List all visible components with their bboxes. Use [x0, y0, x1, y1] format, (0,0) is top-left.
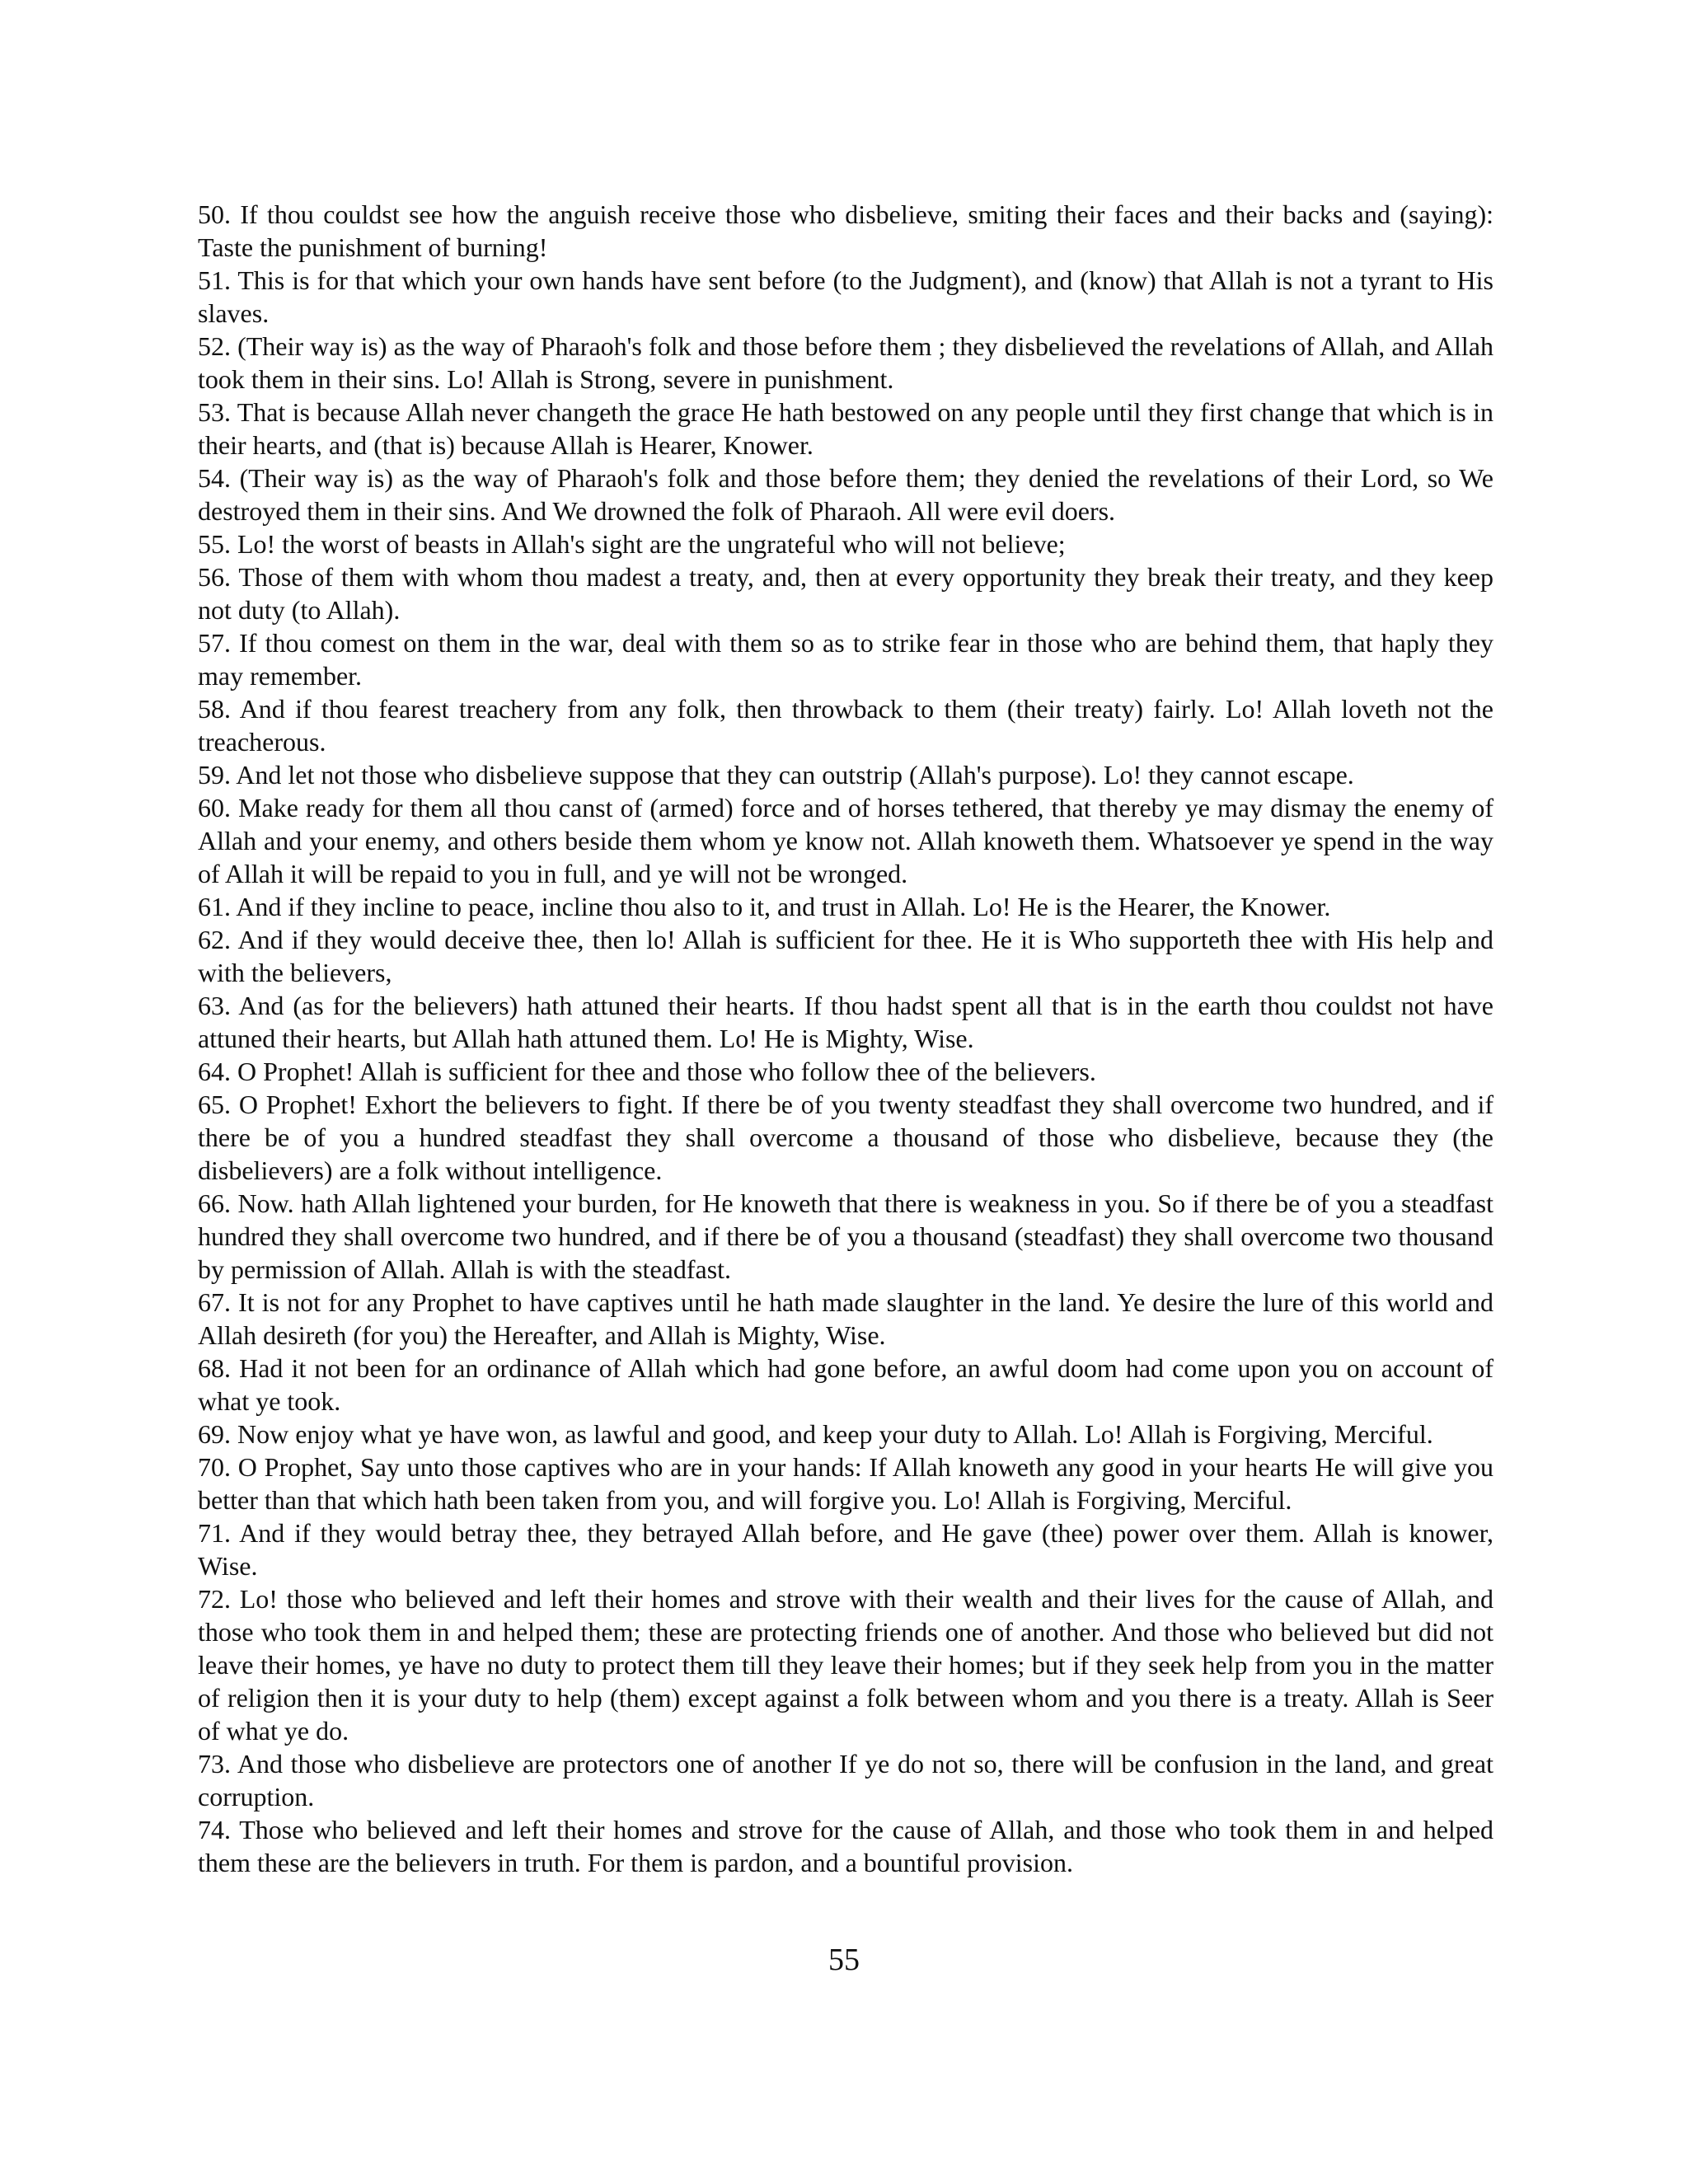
verse-57: 57. If thou comest on them in the war, deal with them so as to strike fear in those who are behind them, that haply they may remember. [198, 628, 1493, 691]
verse-65: 65. O Prophet! Exhort the believers to fight. If there be of you twenty steadfast they shall overcome two hundred, and if there be of you a hundred steadfast they shall overcome a thousand of those who disbelieve, because they (the disbelievers) are a folk without intelligence. [198, 1090, 1493, 1185]
verse-74: 74. Those who believed and left their homes and strove for the cause of Allah, and those who took them in and helped them these are the believers in truth. For them is pardon, and a bountiful provision. [198, 1815, 1493, 1877]
verse-70: 70. O Prophet, Say unto those captives who are in your hands: If Allah knoweth any good in your hearts He will give you better than that which hath been taken from you, and will forgive you. Lo! Allah is Forgiving, Merciful. [198, 1452, 1493, 1515]
verse-72: 72. Lo! those who believed and left their homes and strove with their wealth and their lives for the cause of Allah, and those who took them in and helped them; these are protecting friends one of another. And those who believed but did not leave their homes, ye have no duty to protect them till they leave their homes; but if they seek help from you in the matter of religion then it is your duty to help (them) except against a folk between whom and you there is a treaty. Allah is Seer of what ye do. [198, 1584, 1493, 1746]
verse-60: 60. Make ready for them all thou canst of (armed) force and of horses tethered, that thereby ye may dismay the enemy of Allah and your enemy, and others beside them whom ye know not. Allah knoweth them. Whatsoever ye spend in the way of Allah it will be repaid to you in full, and ye will not be wronged. [198, 793, 1493, 888]
verse-51: 51. This is for that which your own hands have sent before (to the Judgment), and (know) that Allah is not a tyrant to His slaves. [198, 265, 1493, 328]
verse-55: 55. Lo! the worst of beasts in Allah's sight are the ungrateful who will not believe; [198, 529, 1066, 559]
verse-54: 54. (Their way is) as the way of Pharaoh's folk and those before them; they denied the revelations of their Lord, so We destroyed them in their sins. And We drowned the folk of Pharaoh. All were evil doers. [198, 463, 1493, 526]
verse-63: 63. And (as for the believers) hath attuned their hearts. If thou hadst spent all that is in the earth thou couldst not have attuned their hearts, but Allah hath attuned them. Lo! He is Mighty, Wise. [198, 991, 1493, 1053]
verse-69: 69. Now enjoy what ye have won, as lawful and good, and keep your duty to Allah. Lo! Allah is Forgiving, Merciful. [198, 1419, 1433, 1449]
verse-73: 73. And those who disbelieve are protectors one of another If ye do not so, there will be confusion in the land, and great corruption. [198, 1749, 1493, 1811]
verse-52: 52. (Their way is) as the way of Pharaoh's folk and those before them ; they disbelieved the revelations of Allah, and Allah took them in their sins. Lo! Allah is Strong, severe in punishment. [198, 331, 1493, 394]
verse-53: 53. That is because Allah never changeth the grace He hath bestowed on any people until they first change that which is in their hearts, and (that is) because Allah is Hearer, Knower. [198, 397, 1493, 460]
verse-61: 61. And if they incline to peace, incline thou also to it, and trust in Allah. Lo! He is the Hearer, the Knower. [198, 892, 1331, 921]
verse-67: 67. It is not for any Prophet to have captives until he hath made slaughter in the land. Ye desire the lure of this world and Allah desireth (for you) the Hereafter, and Allah is Mighty, Wise. [198, 1287, 1493, 1350]
page-number: 55 [828, 1943, 860, 1977]
verse-66: 66. Now. hath Allah lightened your burden, for He knoweth that there is weakness in you. So if there be of you a steadfast hundred they shall overcome two hundred, and if there be of you a thousand (steadfast) they shall overcome two thousand by permission of Allah. Allah is with the steadfast. [198, 1188, 1493, 1284]
verse-56: 56. Those of them with whom thou madest a treaty, and, then at every opportunity they break their treaty, and they keep not duty (to Allah). [198, 562, 1493, 625]
verse-62: 62. And if they would deceive thee, then lo! Allah is sufficient for thee. He it is Who supporteth thee with His help and with the believers, [198, 925, 1493, 987]
verse-58: 58. And if thou fearest treachery from any folk, then throwback to them (their treaty) fairly. Lo! Allah loveth not the treacherous. [198, 694, 1493, 757]
verse-list [198, 198, 1493, 1879]
verse-71: 71. And if they would betray thee, they betrayed Allah before, and He gave (thee) power over them. Allah is knower, Wise. [198, 1518, 1493, 1581]
verse-59: 59. And let not those who disbelieve suppose that they can outstrip (Allah's purpose). Lo! they cannot escape. [198, 760, 1354, 790]
verse-50: 50. If thou couldst see how the anguish receive those who disbelieve, smiting their faces and their backs and (saying): Taste the punishment of burning! [198, 199, 1493, 262]
verse-68: 68. Had it not been for an ordinance of Allah which had gone before, an awful doom had come upon you on account of what ye took. [198, 1353, 1493, 1416]
verse-64: 64. O Prophet! Allah is sufficient for thee and those who follow thee of the believers. [198, 1057, 1096, 1086]
